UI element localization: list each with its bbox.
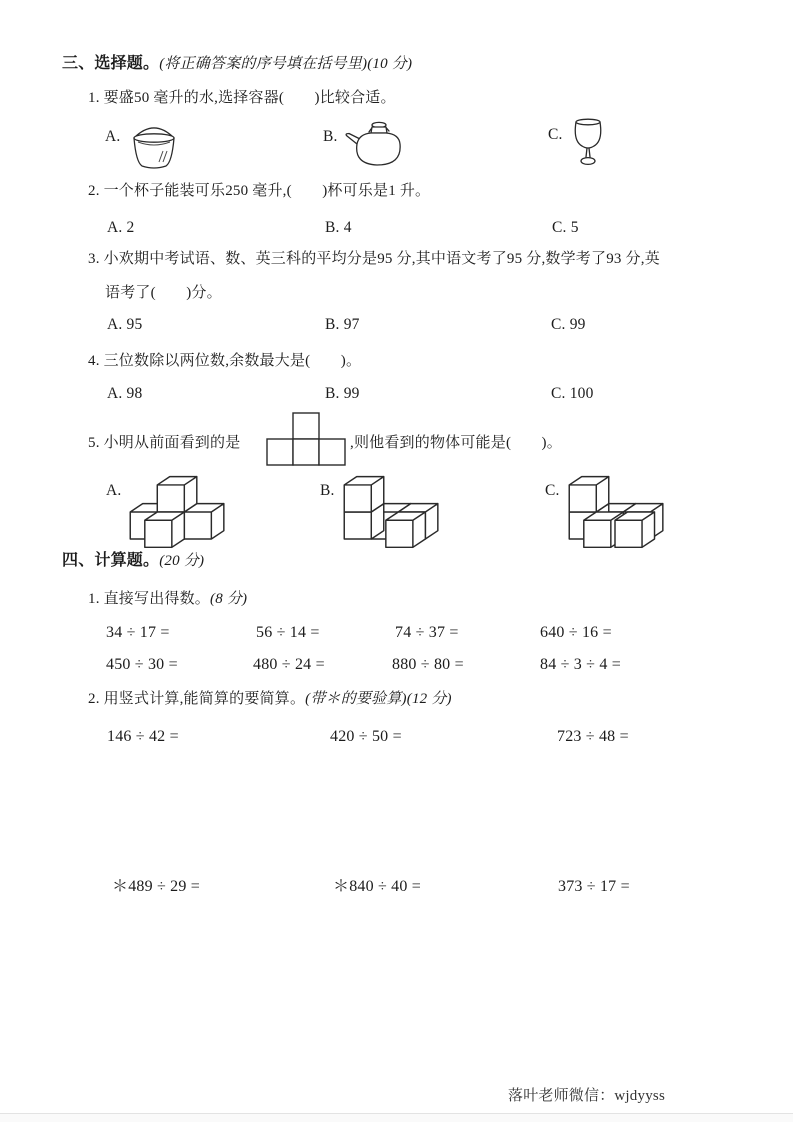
mental-eq-2: 56 ÷ 14 = bbox=[256, 624, 320, 641]
mental-eq-6: 480 ÷ 24 = bbox=[253, 656, 325, 673]
calc-part2-note: (带＊的要验算) bbox=[305, 691, 407, 707]
page-bottom-edge bbox=[0, 1113, 793, 1122]
q3-option-c: C. 99 bbox=[551, 316, 586, 333]
mental-eq-5: 450 ÷ 30 = bbox=[106, 656, 178, 673]
question-5-text-after: ,则他看到的物体可能是( )。 bbox=[350, 435, 562, 451]
q3-option-b: B. 97 bbox=[325, 316, 360, 333]
vertical-eq-5-starred: ＊840 ÷ 40 = bbox=[333, 878, 422, 895]
q5-option-a-label: A. bbox=[106, 482, 122, 499]
goblet-icon bbox=[569, 116, 607, 174]
question-2-text: 2. 一个杯子能装可乐250 毫升,( )杯可乐是1 升。 bbox=[88, 183, 431, 199]
vertical-eq-1: 146 ÷ 42 = bbox=[107, 728, 179, 745]
section3-title: 三、选择题。 bbox=[62, 55, 160, 72]
calc-part2-title-text: 2. 用竖式计算,能简算的要简算。 bbox=[88, 691, 306, 707]
q1-option-c-label: C. bbox=[548, 126, 563, 143]
vertical-eq-6: 373 ÷ 17 = bbox=[558, 878, 630, 895]
vertical-eq-2: 420 ÷ 50 = bbox=[330, 728, 402, 745]
mental-eq-7: 880 ÷ 80 = bbox=[392, 656, 464, 673]
mental-eq-4: 640 ÷ 16 = bbox=[540, 624, 612, 641]
vertical-eq-4-starred: ＊489 ÷ 29 = bbox=[112, 878, 201, 895]
mental-eq-3: 74 ÷ 37 = bbox=[395, 624, 459, 641]
teacher-wechat-credit: 落叶老师微信：wjdyyss bbox=[508, 1088, 665, 1104]
kettle-icon bbox=[344, 116, 410, 168]
question-4-text: 4. 三位数除以两位数,余数最大是( )。 bbox=[88, 353, 362, 369]
cube-arrangement-a bbox=[124, 474, 228, 552]
front-view-t-shape-figure bbox=[266, 412, 346, 466]
section3-heading bbox=[62, 54, 412, 74]
q1-option-a-label: A. bbox=[105, 128, 121, 145]
mental-eq-8: 84 ÷ 3 ÷ 4 = bbox=[540, 656, 621, 673]
q2-option-b: B. 4 bbox=[325, 219, 352, 236]
calc-part1-title bbox=[88, 590, 247, 609]
q2-option-c: C. 5 bbox=[552, 219, 579, 236]
q2-option-a: A. 2 bbox=[107, 219, 135, 236]
q4-option-c: C. 100 bbox=[551, 385, 594, 402]
q5-option-b-label: B. bbox=[320, 482, 335, 499]
mental-eq-1: 34 ÷ 17 = bbox=[106, 624, 170, 641]
vertical-eq-3: 723 ÷ 48 = bbox=[557, 728, 629, 745]
q3-option-a: A. 95 bbox=[107, 316, 143, 333]
calc-part2-points: (12 分) bbox=[406, 691, 452, 707]
calc-part1-points: (8 分) bbox=[210, 591, 248, 607]
section3-note: (将正确答案的序号填在括号里) bbox=[159, 56, 368, 72]
section4-heading bbox=[62, 551, 204, 571]
section4-points: (20 分) bbox=[159, 553, 205, 569]
q4-option-a: A. 98 bbox=[107, 385, 143, 402]
question-1-text: 1. 要盛50 毫升的水,选择容器( )比较合适。 bbox=[88, 90, 396, 106]
q5-option-c-label: C. bbox=[545, 482, 560, 499]
section3-points: (10 分) bbox=[367, 56, 413, 72]
calc-part1-title-text: 1. 直接写出得数。 bbox=[88, 591, 211, 607]
bucket-icon bbox=[125, 117, 183, 171]
q1-option-b-label: B. bbox=[323, 128, 338, 145]
q4-option-b: B. 99 bbox=[325, 385, 360, 402]
cube-arrangement-b bbox=[338, 474, 442, 552]
question-3-text-line1: 3. 小欢期中考试语、数、英三科的平均分是95 分,其中语文考了95 分,数学考了93 分,英 bbox=[88, 251, 660, 267]
question-3-text-line2: 语考了( )分。 bbox=[105, 285, 222, 301]
calc-part2-title bbox=[88, 690, 452, 709]
cube-arrangement-c bbox=[563, 474, 667, 552]
question-5-text-before: 5. 小明从前面看到的是 bbox=[88, 435, 241, 451]
section4-title: 四、计算题。 bbox=[62, 552, 160, 569]
